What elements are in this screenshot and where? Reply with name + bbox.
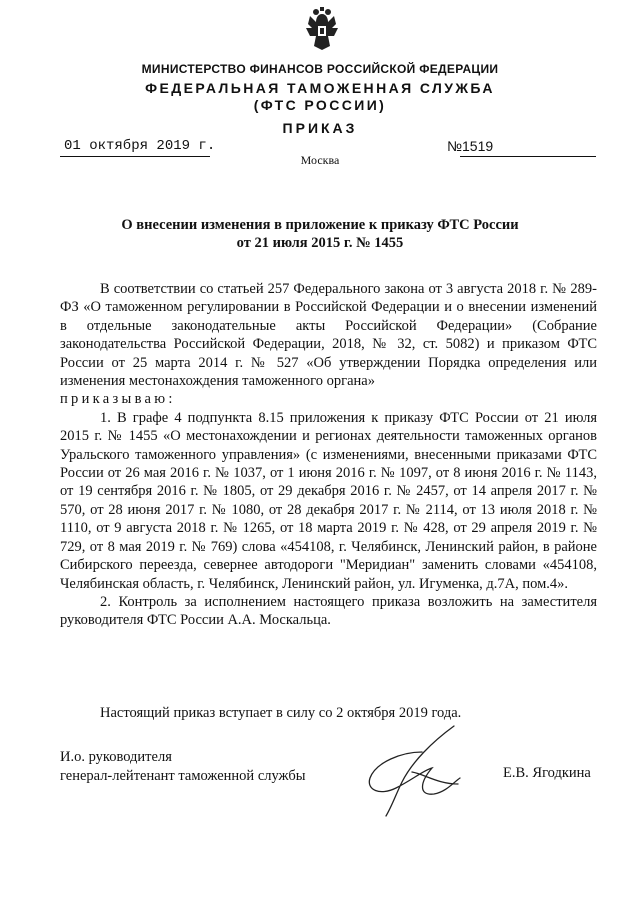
signatory-position	[60, 748, 306, 786]
effective-date-statement: Настоящий приказ вступает в силу со 2 октября 2019 года.	[100, 705, 462, 721]
document-body	[60, 280, 597, 630]
ministry-name: МИНИСТЕРСТВО ФИНАНСОВ РОССИЙСКОЙ ФЕДЕРАЦИИ	[141, 62, 499, 76]
document-date: 01 октября 2019 г.	[64, 138, 216, 154]
item-1-paragraph: 1. В графе 4 подпункта 8.15 приложения к приказу ФТС России от 21 июля 2015 г. № 1455 «О местонахождении и регионах деятельности таможенных органов Уральского таможенного управления» (с изменениями, внесенными приказами ФТС России от 26 мая 2016 г. № 1037, от 1 июня 2016 г. № 1097, от 8 июня 2016 г. № 1143, от 19 сентября 2016 г. № 1805, от 29 декабря 2016 г. № 2457, от 14 апреля 2017 г. № 570, от 28 июня 2017 г. № 1080, от 28 декабря 2017 г. № 2114, от 13 июля 2018 г. № 1110, от 9 августа 2018 г. № 1265, от 18 марта 2019 г. № 428, от 29 апреля 2019 г. № 729, от 8 мая 2019 г. № 769) слова «454108, г. Челябинск, Ленинский район, в районе Сибирского переезда, севернее автодороги "Меридиан" заменить словами «454108, Челябинская область, г. Челябинск, Ленинский район, ул. Игуменка, д.7А, пом.4».	[60, 409, 597, 592]
item-2-paragraph: 2. Контроль за исполнением настоящего приказа возложить на заместителя руководителя ФТС России А.А. Москальца.	[60, 593, 597, 629]
city-name: Москва	[300, 153, 340, 167]
handwritten-signature-icon	[362, 722, 470, 822]
document-title	[120, 216, 520, 252]
service-name: ФЕДЕРАЛЬНАЯ ТАМОЖЕННАЯ СЛУЖБА	[145, 80, 495, 96]
title-line-2: от 21 июля 2015 г. № 1455	[236, 235, 404, 251]
position-line-1: И.о. руководителя	[60, 749, 172, 765]
document-type: ПРИКАЗ	[282, 120, 358, 136]
order-word: приказываю:	[60, 391, 176, 408]
title-line-1: О внесении изменения в приложение к приказу ФТС России	[121, 217, 519, 233]
preamble-paragraph: В соответствии со статьей 257 Федерального закона от 3 августа 2018 г. № 289-ФЗ «О таможенном регулировании в Российской Федерации и о внесении изменений в отдельные законодательные акты Российской Федерации» (Собрание законодательства Российской Федерации, 2018, № 32, ст. 5082) и приказом ФТС России от 25 марта 2014 г. № 527 «Об утверждении Порядка определения или изменения местонахождения таможенного органа»	[60, 281, 597, 390]
service-short-name: (ФТС РОССИИ)	[253, 97, 387, 113]
position-line-2: генерал-лейтенант таможенной службы	[60, 768, 306, 784]
double-headed-eagle-emblem-icon	[302, 6, 342, 56]
document-number: №1519	[447, 138, 494, 154]
signatory-name: Е.В. Ягодкина	[503, 765, 591, 781]
